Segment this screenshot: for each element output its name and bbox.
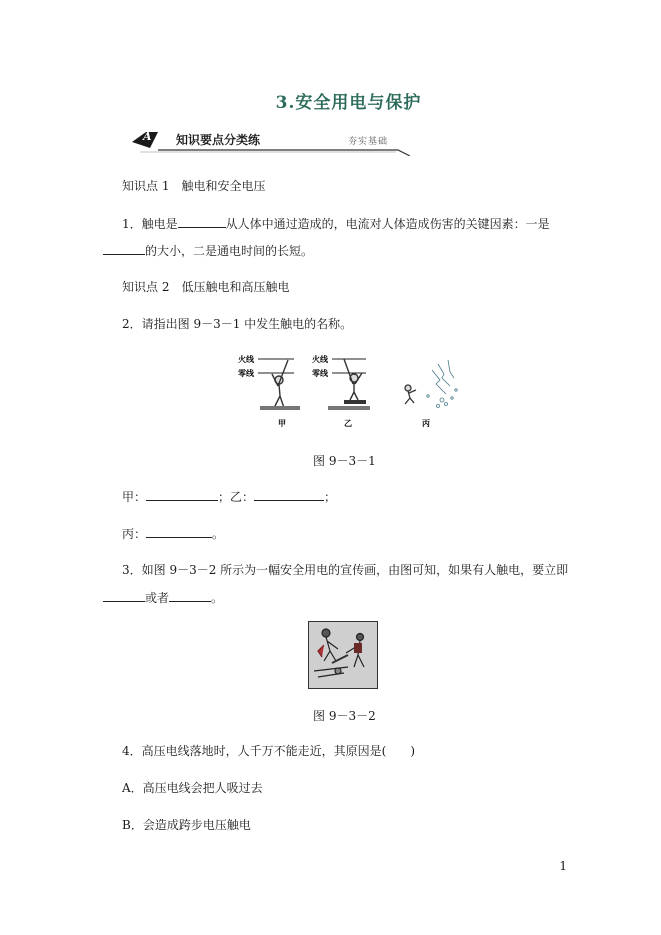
question-2-answers-line2 [122,526,224,541]
fig1-fire-label-b: 火线 [312,354,328,364]
answer-jia-blank[interactable] [146,489,218,501]
q1-blank-2[interactable] [103,243,145,255]
answer-separator: ； [324,490,337,504]
fig1-fire-label-a: 火线 [238,354,254,364]
knowledge-point-2: 知识点 2 低压触电和高压触电 [122,280,290,294]
figure-9-3-2 [308,621,378,689]
fig1-label-bing: 丙 [422,418,430,428]
banner-tag: 夯实基础 [348,137,389,147]
figure-9-3-1-caption: 图 9－3－1 [313,454,376,468]
question-1-line1 [122,216,550,231]
knowledge-point-1: 知识点 1 触电和安全电压 [122,179,266,193]
banner-badge: A [143,130,152,143]
question-2: 2．请指出图 9－3－1 中发生触电的名称。 [122,317,353,331]
fig1-zero-label-a: 零线 [238,368,254,378]
q1-text-c: 的大小，二是通电时间的长短。 [145,244,314,258]
q3-text-b: 或者 [145,591,170,605]
fig1-label-jia: 甲 [278,418,286,428]
q1-blank-1[interactable] [178,216,226,228]
answer-jia-label: 甲： [122,490,147,504]
person-bing-icon [405,385,416,404]
fig1-zero-label-b: 零线 [312,368,328,378]
question-4: 4．高压电线落地时，人千万不能走近，其原因是( ) [122,744,416,758]
banner-label: 知识要点分类练 [176,133,261,147]
q3-blank-1[interactable] [103,590,145,602]
page-number: 1 [559,859,567,873]
person-yi-icon [344,359,362,400]
figure-9-3-2-caption: 图 9－3－2 [313,709,376,723]
high-voltage-arc-icon [427,360,457,408]
question-3-line1: 3．如图 9－3－2 所示为一幅安全用电的宣传画，由图可知，如果有人触电，要立即 [122,563,569,577]
question-3-line2 [103,590,223,605]
answer-end: 。 [212,527,225,541]
person-jia-icon [272,360,288,408]
question-1-line2 [103,243,313,258]
option-a[interactable]: A．高压电线会把人吸过去 [122,781,263,795]
page-title: 3.安全用电与保护 [275,93,422,113]
question-2-answers-line1 [122,489,336,504]
answer-bing-label: 丙： [122,527,147,541]
q3-text-c: 。 [211,591,224,605]
q3-blank-2[interactable] [169,590,211,602]
fig1-label-yi: 乙 [344,418,352,428]
option-b[interactable]: B．会造成跨步电压触电 [122,818,251,832]
answer-yi-label: ；乙： [218,490,255,504]
answer-yi-blank[interactable] [254,489,324,501]
q1-text-a: 1．触电是 [122,217,178,231]
answer-bing-blank[interactable] [146,526,212,538]
q1-text-b: 从人体中通过造成的，电流对人体造成伤害的关键因素：一是 [225,217,550,231]
figure-9-3-1 [232,350,472,432]
